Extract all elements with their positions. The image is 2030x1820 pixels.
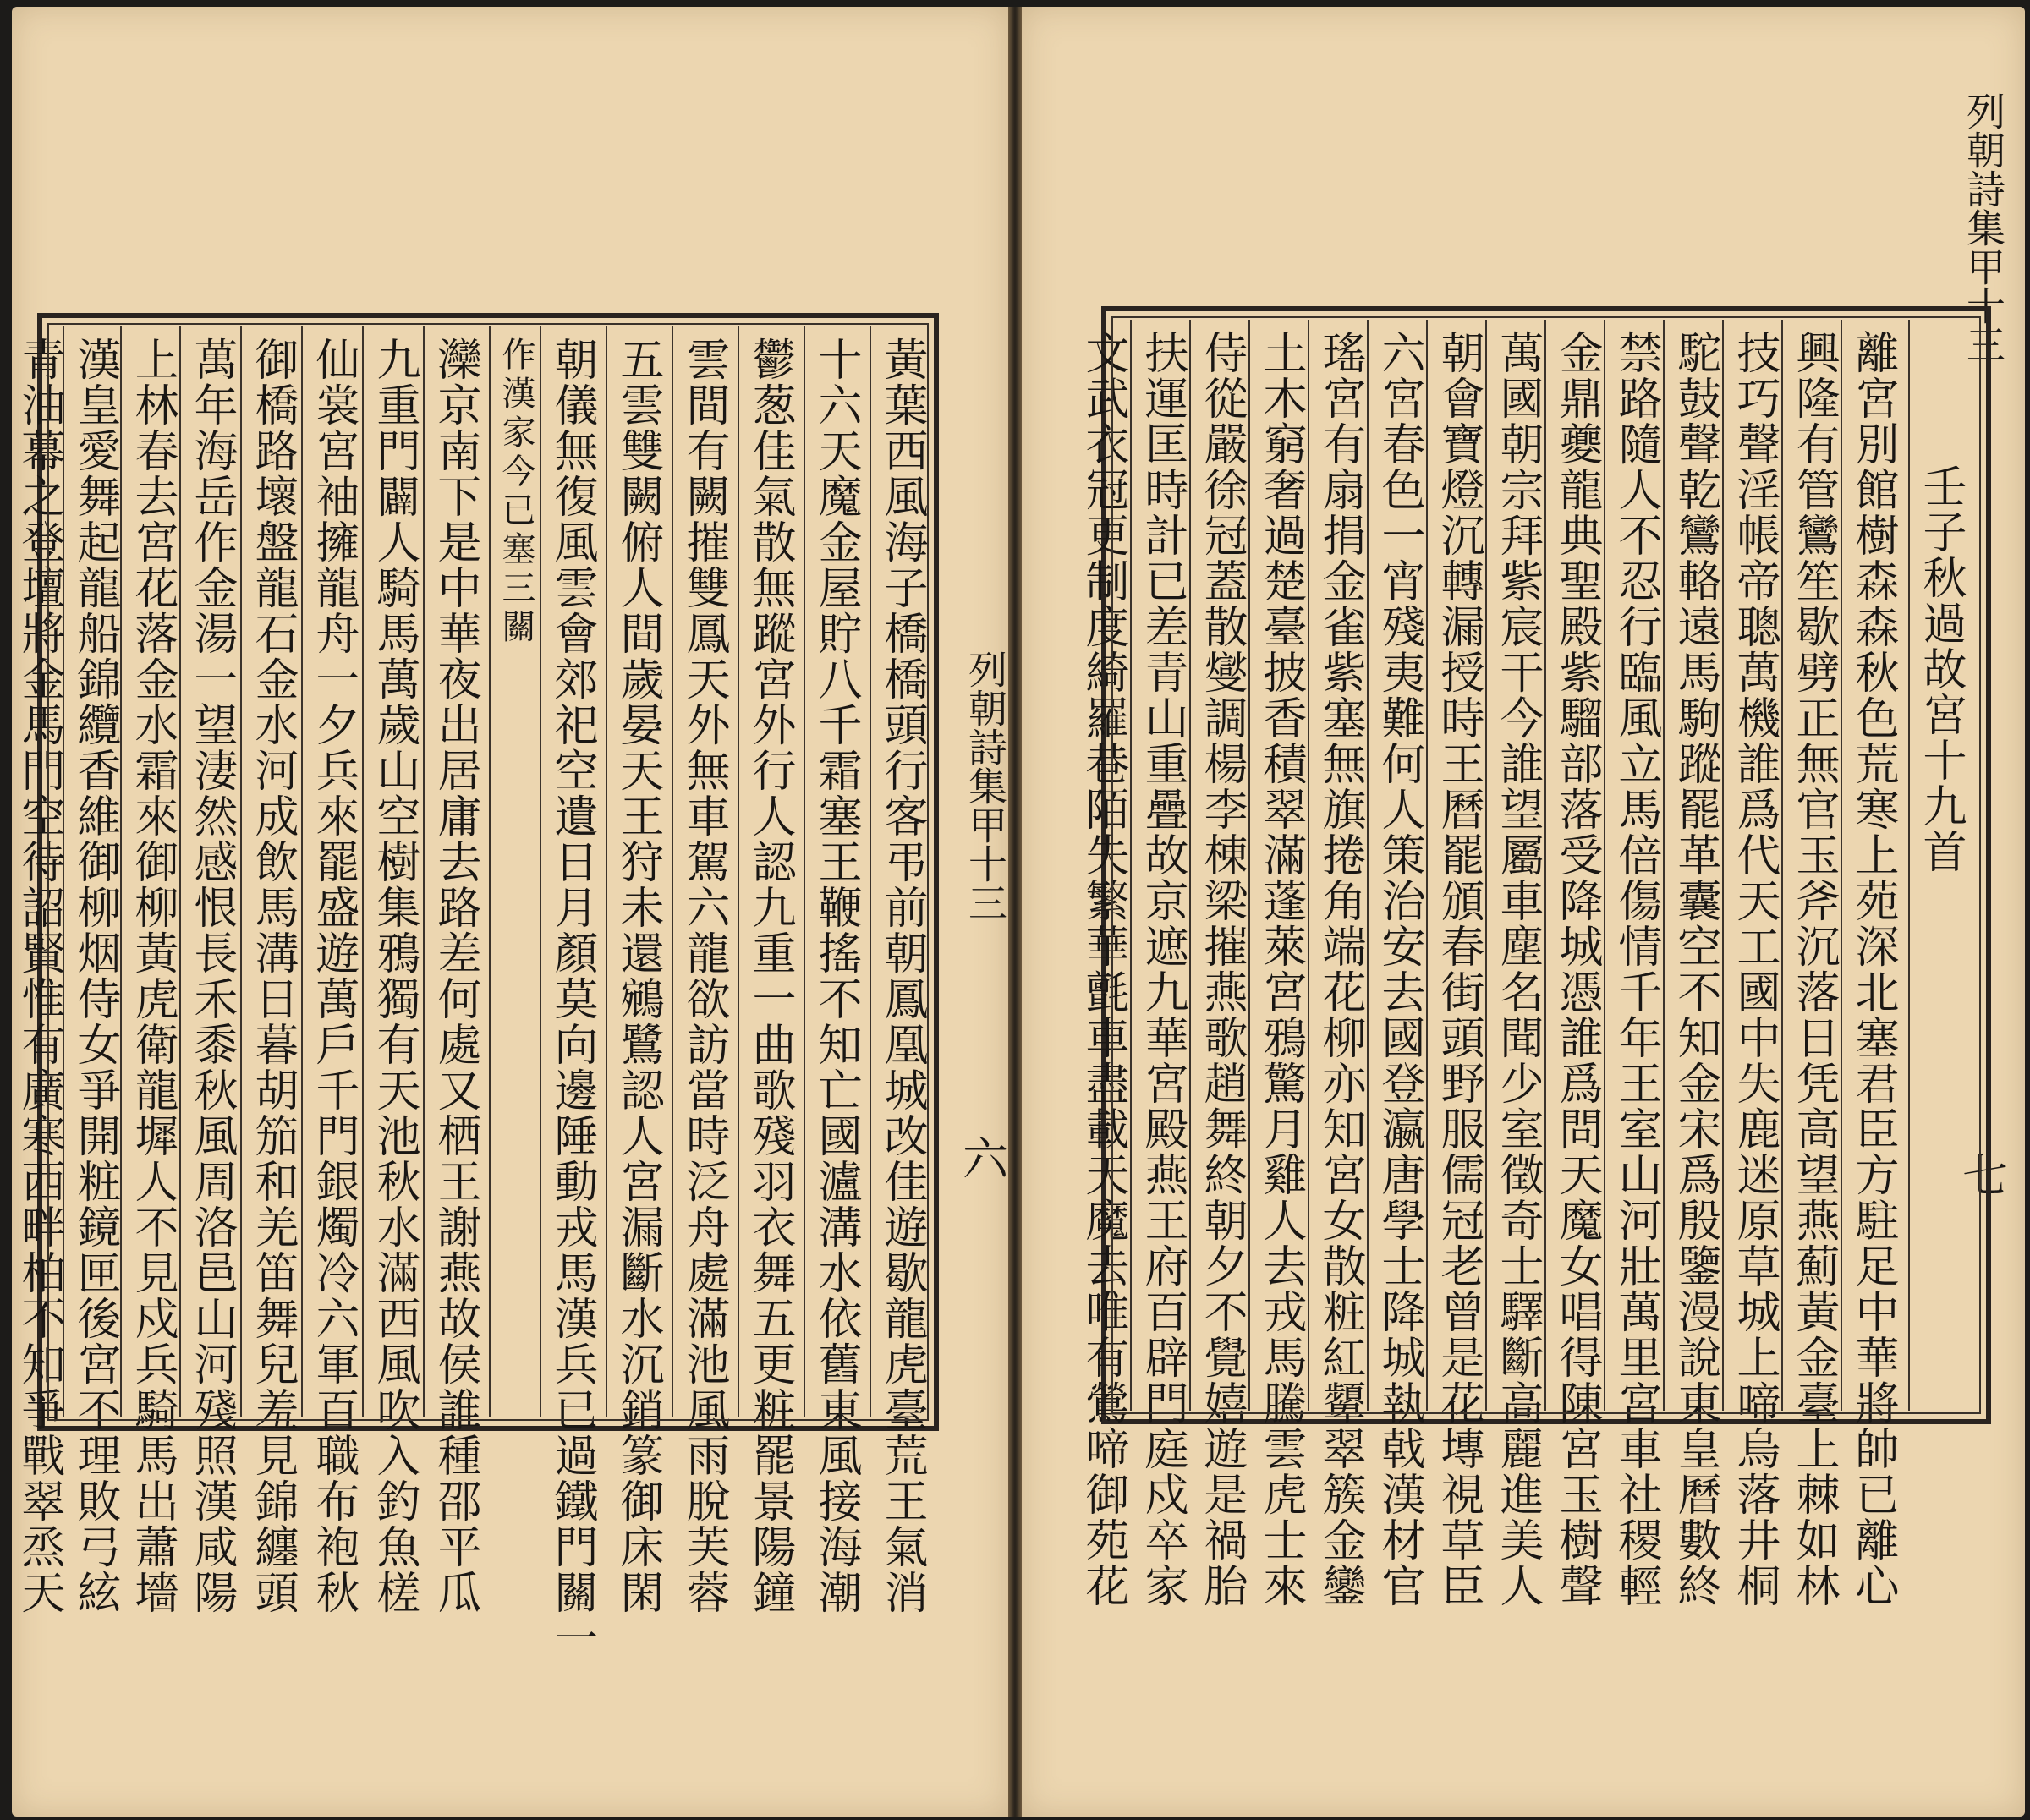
column-rule [423, 326, 425, 1417]
right-column-1: 離宮別館樹森森秋色荒寒上苑深北塞君臣方駐足中華將帥已離心 [1847, 330, 1898, 1609]
right-column-3: 技巧聲淫帳帝聰萬機誰爲代天工國中失鹿迷原草城上啼烏落井桐 [1729, 330, 1780, 1609]
left-column-13: 上林春去宮花落金水霜來御柳黃虎衛龍墀人不見戍兵騎馬出蕭墻 [127, 337, 178, 1615]
column-rule [1544, 320, 1546, 1411]
right-column-9: 六宮春色一宵殘夷難何人策治安去國登瀛唐學士降城執戟漢材官 [1374, 330, 1424, 1609]
column-rule [1248, 320, 1250, 1411]
right-column-7: 萬國朝宗拜紫宸干今誰望屬車塵名聞少室徵奇士驛斷高麗進美人 [1492, 330, 1543, 1609]
column-rule [1781, 320, 1783, 1411]
right-heading: 壬子秋過故宮十九首 [1915, 463, 1966, 874]
left-text-frame [14, 313, 939, 1661]
right-column-8: 朝會寶燈沉轉漏授時王曆罷頒春街頭野服儒冠老曾是花塼視草臣 [1433, 330, 1484, 1609]
left-column-7-note: 作漢家今已塞三關 [497, 337, 535, 648]
right-column-14: 文武衣冠更制度綺羅巷陌失繁華氈車盡載天魔去唯有鶯啼御苑花 [1078, 330, 1128, 1609]
column-rule [606, 326, 607, 1417]
right-column-5: 禁路隨人不忍行臨風立馬倍傷情千年王室山河壯萬里宮車社稷輕 [1610, 330, 1661, 1609]
left-column-6: 朝儀無復風雲會郊祀空遺日月顏莫向邊陲動戎馬漢兵已過鐵門關一 [546, 337, 597, 1661]
left-column-15: 青油幕之登壇將金馬門空待詔賢惟有廣寒西畔柏不知爭戰翠烝天 [14, 337, 64, 1615]
column-rule [540, 326, 541, 1417]
column-rule [179, 326, 181, 1417]
column-rule [672, 326, 673, 1417]
column-rule [1722, 320, 1724, 1411]
column-rule [1189, 320, 1191, 1411]
right-column-10: 瑤宮有扇捐金雀紫塞無旗捲角端花柳亦知宮女散粧紅顰翠簇金鑾 [1314, 330, 1365, 1609]
right-margin-title: 列朝詩集甲十三 [1961, 91, 2006, 364]
column-rule [1841, 320, 1842, 1411]
left-column-3: 鬱葱佳氣散無蹤宮外行人認九重一曲歌殘羽衣舞五更粧罷景陽鐘 [744, 337, 795, 1615]
right-column-13: 扶運匡時計已差青山重疊故京遮九華宮殿燕王府百辟門庭戍卒家 [1137, 330, 1188, 1609]
left-column-1: 黃葉西風海子橋橋頭行客弔前朝鳳凰城改佳遊歇龍虎臺荒王氣消 [876, 337, 927, 1615]
column-rule [120, 326, 122, 1417]
book-gutter [1008, 7, 1022, 1817]
left-column-11: 御橋路壞盤龍石金水河成飲馬溝日暮胡笳和羌笛舞兒羞見錦纏頭 [247, 337, 298, 1615]
left-page-number: 六 [963, 1132, 1008, 1186]
left-column-10: 仙裳宮袖擁龍舟一夕兵來罷盛遊萬戶千門銀燭冷六軍百職布袍秋 [308, 337, 359, 1615]
left-column-8: 灤京南下是中華夜出居庸去路差何處又栖王謝燕故侯誰種邵平瓜 [430, 337, 480, 1615]
right-text-frame [1078, 306, 1991, 1609]
left-column-14: 漢皇愛舞起龍船錦纜香維御柳烟侍女爭開粧鏡匣後宮不理敗弓絃 [69, 337, 120, 1615]
right-column-11: 土木窮奢過楚臺披香積翠滿蓬萊宮鴉驚月雞人去戎馬騰雲虎士來 [1255, 330, 1306, 1609]
right-page-number: 七 [1962, 1149, 2008, 1203]
column-rule [362, 326, 364, 1417]
left-column-4: 雲間有闕摧雙鳳天外無車駕六龍欲訪當時泛舟處滿池風雨脫芙蓉 [678, 337, 729, 1615]
right-column-2: 興隆有管鸞笙歇劈正無官玉斧沉落日凭高望燕薊黃金臺上棘如林 [1788, 330, 1839, 1609]
column-rule [301, 326, 303, 1417]
column-rule [1130, 320, 1132, 1411]
column-rule [738, 326, 739, 1417]
left-column-2: 十六天魔金屋貯八千霜塞王鞭搖不知亡國瀘溝水依舊東風接海潮 [810, 337, 861, 1615]
left-column-9: 九重門闢人騎馬萬歲山空樹集鴉獨有天池秋水滿西風吹入釣魚槎 [369, 337, 420, 1615]
column-rule [1308, 320, 1309, 1411]
left-margin-title: 列朝詩集甲十三 [963, 650, 1008, 922]
column-rule [63, 326, 64, 1417]
column-rule [1485, 320, 1487, 1411]
right-column-4: 駝鼓聲乾鸞輅遠馬駒蹤罷革囊空不知金宋爲殷鑒漫說東皇曆數終 [1670, 330, 1720, 1609]
column-rule [489, 326, 491, 1417]
column-rule [1663, 320, 1665, 1411]
column-rule [240, 326, 242, 1417]
column-rule [1908, 320, 1910, 1411]
column-rule [1367, 320, 1369, 1411]
column-rule [870, 326, 871, 1417]
left-column-12: 萬年海岳作金湯一望淒然感恨長禾黍秋風周洛邑山河殘照漢咸陽 [186, 337, 237, 1615]
right-column-12: 侍從嚴徐冠蓋散燮調楊李棟梁摧燕歌趙舞終朝夕不覺嬉遊是禍胎 [1196, 330, 1247, 1609]
column-rule [804, 326, 805, 1417]
column-rule [1426, 320, 1428, 1411]
column-rule [1604, 320, 1605, 1411]
right-column-6: 金鼎夔龍典聖殿紫騮部落受降城憑誰爲問天魔女唱得陳宮玉樹聲 [1551, 330, 1602, 1609]
left-column-5: 五雲雙闕俯人間歲晏天王狩未還鵷鷺認人宮漏斷水沉銷篆御床閑 [612, 337, 663, 1615]
